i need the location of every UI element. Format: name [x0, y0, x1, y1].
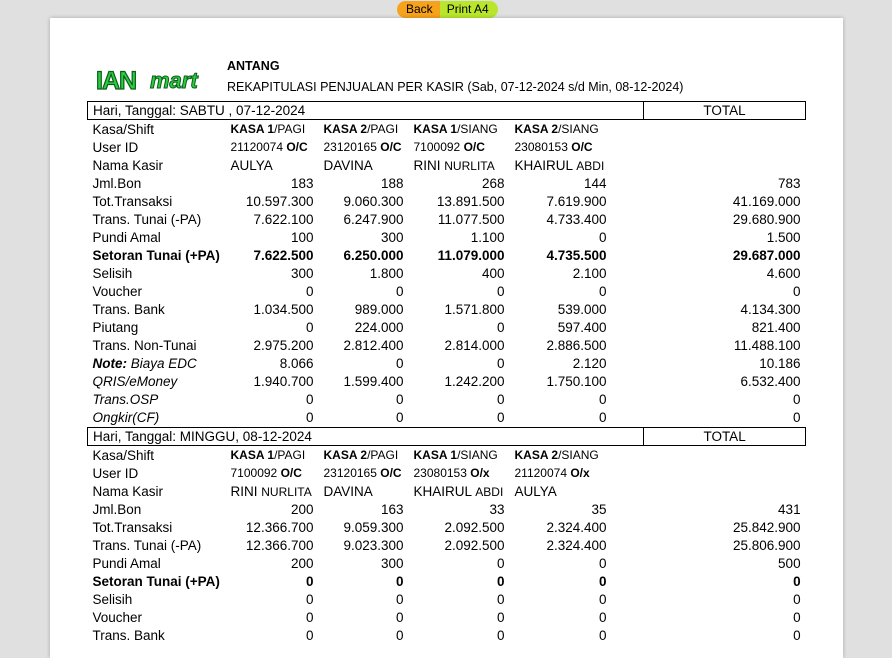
kasa-shift-cell: KASA 1/SIANG: [413, 122, 498, 136]
day2-data-row: [88, 536, 806, 554]
value-cell: 183: [290, 175, 314, 191]
day1-note-row: [88, 372, 806, 390]
user-id-cell: 7100092 O/C: [230, 466, 302, 480]
spacer-cell: [612, 138, 644, 156]
day1-note-row: [88, 354, 806, 372]
svg-text:IAN: IAN: [96, 67, 137, 95]
value-cell: 0: [598, 283, 607, 299]
value-cell: 1.800: [369, 265, 404, 281]
value-cell: 2.886.500: [546, 337, 607, 353]
total-cell: 41.169.000: [732, 193, 801, 209]
value-cell: 0: [496, 627, 505, 643]
user-id-cell: 23120165 O/C: [323, 466, 402, 480]
total-cell: [644, 120, 806, 139]
value-cell: 0: [496, 609, 505, 625]
spacer-cell: [612, 372, 644, 390]
value-cell: 0: [598, 591, 607, 607]
spacer-cell: [612, 210, 644, 228]
cashier-name-cell: RINI NURLITA: [230, 483, 312, 499]
total-cell: 431: [778, 501, 801, 517]
value-cell: 0: [305, 627, 314, 643]
spacer-cell: [612, 446, 644, 465]
value-cell: 1.750.100: [546, 373, 607, 389]
value-cell: 0: [598, 409, 607, 425]
value-cell: 0: [598, 627, 607, 643]
total-cell: 6.532.400: [740, 373, 801, 389]
row-label: Jml.Bon: [92, 501, 142, 517]
value-cell: 597.400: [557, 319, 607, 335]
total-cell: 0: [792, 283, 801, 299]
value-cell: 2.092.500: [444, 537, 505, 553]
row-label: Kasa/Shift: [92, 447, 155, 463]
value-cell: 2.324.400: [546, 537, 607, 553]
spacer-cell: [612, 318, 644, 336]
value-cell: 2.100: [572, 265, 607, 281]
cashier-name-cell: DAVINA: [323, 483, 373, 499]
value-cell: 7.622.500: [253, 247, 314, 263]
row-label: Jml.Bon: [92, 175, 142, 191]
day2-total-header: TOTAL: [644, 428, 806, 446]
row-label: Trans. Tunai (-PA): [92, 537, 202, 553]
day1-data-row: [88, 264, 806, 282]
value-cell: 300: [380, 555, 404, 571]
user-id-cell: 7100092 O/C: [413, 140, 485, 154]
day1-kasa-row: [88, 120, 806, 139]
note-sub-label: QRIS/eMoney: [92, 373, 178, 389]
value-cell: 163: [380, 501, 404, 517]
spacer-cell: [612, 336, 644, 354]
value-cell: 0: [305, 573, 314, 589]
value-cell: 4.735.500: [546, 247, 607, 263]
spacer-cell: [612, 228, 644, 246]
value-cell: 0: [305, 609, 314, 625]
total-cell: 0: [792, 409, 801, 425]
value-cell: 0: [496, 409, 505, 425]
value-cell: 100: [290, 229, 314, 245]
day1-date-title: Hari, Tanggal: SABTU , 07-12-2024: [88, 102, 644, 120]
top-toolbar: [397, 1, 498, 18]
day2-data-row: [88, 500, 806, 518]
row-label: Pundi Amal: [92, 229, 161, 245]
user-id-cell: 21120074 O/C: [230, 140, 308, 154]
total-cell: [644, 482, 806, 500]
value-cell: 1.034.500: [253, 301, 314, 317]
value-cell: 989.000: [354, 301, 404, 317]
total-cell: 0: [793, 627, 801, 643]
row-label: Trans. Bank: [92, 627, 165, 643]
total-cell: 0: [793, 609, 801, 625]
value-cell: 0: [598, 609, 607, 625]
total-cell: 10.186: [759, 355, 801, 371]
row-label: Pundi Amal: [92, 555, 161, 571]
value-cell: 9.060.300: [343, 193, 404, 209]
day1-note-row: [88, 408, 806, 426]
day1-data-row: [88, 228, 806, 246]
value-cell: 2.092.500: [444, 519, 505, 535]
value-cell: 33: [489, 501, 505, 517]
total-cell: [644, 446, 806, 465]
spacer-cell: [612, 192, 644, 210]
day1-table: [87, 101, 806, 426]
value-cell: 13.891.500: [436, 193, 505, 209]
kasa-shift-cell: KASA 1/PAGI: [230, 122, 306, 136]
day1-data-row: [88, 336, 806, 354]
value-cell: 7.622.100: [253, 211, 314, 227]
kasa-shift-cell: KASA 2/PAGI: [323, 122, 399, 136]
value-cell: 0: [305, 391, 314, 407]
total-cell: 4.134.300: [740, 301, 801, 317]
user-id-cell: 23120165 O/C: [323, 140, 402, 154]
cashier-name-cell: DAVINA: [323, 157, 373, 173]
row-label: Voucher: [92, 609, 143, 625]
total-cell: 11.488.100: [733, 337, 801, 353]
row-label: Tot.Transaksi: [92, 519, 173, 535]
row-label: User ID: [92, 139, 139, 155]
row-label: Kasa/Shift: [92, 121, 155, 137]
value-cell: 8.066: [279, 355, 314, 371]
day2-data-row: [88, 554, 806, 572]
value-cell: 188: [380, 175, 404, 191]
value-cell: 224.000: [354, 319, 404, 335]
day1-total-header: TOTAL: [644, 102, 806, 120]
value-cell: 0: [598, 391, 607, 407]
row-label: Selisih: [92, 591, 133, 607]
svg-text:mart: mart: [150, 68, 198, 93]
note-sub-label: Trans.OSP: [92, 391, 159, 407]
spacer-cell: [612, 464, 644, 482]
value-cell: 2.975.200: [253, 337, 314, 353]
ianmart-logo: [94, 63, 210, 95]
spacer-cell: [612, 354, 644, 372]
cashier-name-cell: RINI NURLITA: [413, 157, 495, 173]
value-cell: 0: [496, 391, 505, 407]
value-cell: 12.366.700: [245, 519, 314, 535]
day1-userid-row: [88, 138, 806, 156]
spacer-cell: [612, 282, 644, 300]
value-cell: 200: [290, 501, 314, 517]
row-label: Voucher: [92, 283, 143, 299]
spacer-cell: [612, 120, 644, 139]
row-label: Nama Kasir: [92, 483, 164, 499]
day1-data-row: [88, 174, 806, 192]
report-subtitle: REKAPITULASI PENJUALAN PER KASIR (Sab, 07-12-2024 s/d Min, 08-12-2024): [227, 80, 684, 94]
day1-header-row: [88, 102, 806, 120]
note-label: Note: Biaya EDC: [92, 355, 197, 371]
row-label: Trans. Non-Tunai: [92, 337, 197, 353]
day1-note-row: [88, 390, 806, 408]
value-cell: 0: [395, 355, 404, 371]
print-a4-button[interactable]: Print A4: [440, 1, 498, 18]
value-cell: 0: [395, 609, 404, 625]
day2-data-row: [88, 626, 806, 644]
total-cell: 0: [793, 591, 801, 607]
value-cell: 2.814.000: [444, 337, 505, 353]
cashier-name-cell: AULYA: [514, 483, 557, 499]
value-cell: 0: [496, 319, 505, 335]
value-cell: 268: [481, 175, 505, 191]
spacer-cell: [612, 300, 644, 318]
total-cell: 25.842.900: [733, 519, 801, 535]
store-name: ANTANG: [227, 59, 280, 73]
spacer-cell: [612, 246, 644, 264]
day2-data-row: [88, 518, 806, 536]
spacer-cell: [612, 500, 644, 518]
value-cell: 539.000: [557, 301, 607, 317]
value-cell: 11.077.500: [437, 211, 505, 227]
total-cell: 500: [778, 555, 801, 571]
row-label: Selisih: [92, 265, 133, 281]
day1-data-row: [88, 192, 806, 210]
day2-kasa-row: [88, 446, 806, 465]
value-cell: 0: [496, 591, 505, 607]
value-cell: 1.571.800: [444, 301, 505, 317]
value-cell: 0: [395, 573, 404, 589]
value-cell: 1.100: [470, 229, 505, 245]
row-label: Piutang: [92, 319, 139, 335]
value-cell: 200: [290, 555, 314, 571]
value-cell: 7.619.900: [546, 193, 607, 209]
value-cell: 0: [598, 555, 607, 571]
value-cell: 35: [591, 501, 607, 517]
cashier-name-cell: AULYA: [230, 157, 273, 173]
cashier-name-cell: KHAIRUL ABDI: [514, 157, 605, 173]
user-id-cell: 21120074 O/x: [514, 466, 590, 480]
total-cell: 29.687.000: [732, 247, 801, 263]
row-label: Trans. Bank: [92, 301, 165, 317]
day2-data-row: [88, 572, 806, 590]
total-cell: 25.806.900: [733, 537, 801, 553]
value-cell: 0: [395, 283, 404, 299]
kasa-shift-cell: KASA 2/PAGI: [323, 448, 399, 462]
row-label: User ID: [92, 465, 139, 481]
spacer-cell: [612, 608, 644, 626]
value-cell: 10.597.300: [245, 193, 314, 209]
total-cell: 0: [793, 573, 801, 589]
row-label: Nama Kasir: [92, 157, 164, 173]
day2-data-row: [88, 590, 806, 608]
spacer-cell: [612, 482, 644, 500]
value-cell: 6.250.000: [343, 247, 404, 263]
spacer-cell: [612, 626, 644, 644]
row-label: Setoran Tunai (+PA): [92, 573, 220, 589]
value-cell: 0: [305, 591, 314, 607]
value-cell: 11.079.000: [437, 247, 505, 263]
row-label: Setoran Tunai (+PA): [92, 247, 220, 263]
value-cell: 0: [496, 555, 505, 571]
day2-table: [87, 427, 806, 644]
value-cell: 1.599.400: [343, 373, 404, 389]
day1-data-row: [88, 318, 806, 336]
value-cell: 0: [598, 229, 607, 245]
day1-data-row: [88, 210, 806, 228]
value-cell: 144: [583, 175, 607, 191]
report-page: [50, 18, 843, 658]
value-cell: 0: [395, 391, 404, 407]
day1-data-row: [88, 246, 806, 264]
value-cell: 0: [395, 591, 404, 607]
kasa-shift-cell: KASA 2/SIANG: [514, 448, 599, 462]
value-cell: 0: [496, 355, 505, 371]
note-sub-label: Ongkir(CF): [92, 409, 160, 425]
total-cell: 4.600: [766, 265, 801, 281]
value-cell: 12.366.700: [245, 537, 314, 553]
user-id-cell: 23080153 O/C: [514, 140, 593, 154]
spacer-cell: [612, 590, 644, 608]
back-button[interactable]: Back: [397, 1, 440, 18]
value-cell: 2.324.400: [546, 519, 607, 535]
value-cell: 2.120: [572, 355, 607, 371]
spacer-cell: [612, 536, 644, 554]
spacer-cell: [612, 518, 644, 536]
value-cell: 0: [395, 409, 404, 425]
value-cell: 0: [305, 283, 314, 299]
day2-nama-row: [88, 482, 806, 500]
total-cell: 783: [777, 175, 801, 191]
spacer-cell: [612, 572, 644, 590]
total-cell: 0: [792, 391, 801, 407]
report-header: [94, 59, 714, 99]
day1-nama-row: [88, 156, 806, 174]
cashier-name-cell: KHAIRUL ABDI: [413, 483, 504, 499]
day2-date-title: Hari, Tanggal: MINGGU, 08-12-2024: [88, 428, 644, 446]
total-cell: 821.400: [751, 319, 801, 335]
day1-data-row: [88, 282, 806, 300]
row-label: Trans. Tunai (-PA): [92, 211, 202, 227]
spacer-cell: [612, 390, 644, 408]
value-cell: 0: [598, 573, 607, 589]
spacer-cell: [612, 174, 644, 192]
value-cell: 0: [496, 283, 505, 299]
value-cell: 6.247.900: [343, 211, 404, 227]
total-cell: [644, 464, 806, 482]
value-cell: 1.242.200: [444, 373, 505, 389]
value-cell: 300: [290, 265, 314, 281]
day1-data-row: [88, 300, 806, 318]
value-cell: 9.059.300: [343, 519, 404, 535]
spacer-cell: [612, 264, 644, 282]
total-cell: [644, 156, 806, 174]
total-cell: 1.500: [766, 229, 801, 245]
day2-data-row: [88, 608, 806, 626]
kasa-shift-cell: KASA 2/SIANG: [514, 122, 599, 136]
kasa-shift-cell: KASA 1/PAGI: [230, 448, 306, 462]
value-cell: 2.812.400: [343, 337, 404, 353]
value-cell: 9.023.300: [343, 537, 404, 553]
user-id-cell: 23080153 O/x: [413, 466, 490, 480]
spacer-cell: [612, 156, 644, 174]
value-cell: 0: [496, 573, 505, 589]
spacer-cell: [612, 408, 644, 426]
value-cell: 0: [305, 409, 314, 425]
day2-userid-row: [88, 464, 806, 482]
spacer-cell: [612, 554, 644, 572]
value-cell: 0: [395, 627, 404, 643]
value-cell: 300: [380, 229, 404, 245]
total-cell: [644, 138, 806, 156]
total-cell: 29.680.900: [732, 211, 801, 227]
value-cell: 0: [305, 319, 314, 335]
row-label: Tot.Transaksi: [92, 193, 173, 209]
kasa-shift-cell: KASA 1/SIANG: [413, 448, 498, 462]
value-cell: 1.940.700: [253, 373, 314, 389]
value-cell: 400: [481, 265, 505, 281]
value-cell: 4.733.400: [546, 211, 607, 227]
day2-header-row: [88, 428, 806, 446]
